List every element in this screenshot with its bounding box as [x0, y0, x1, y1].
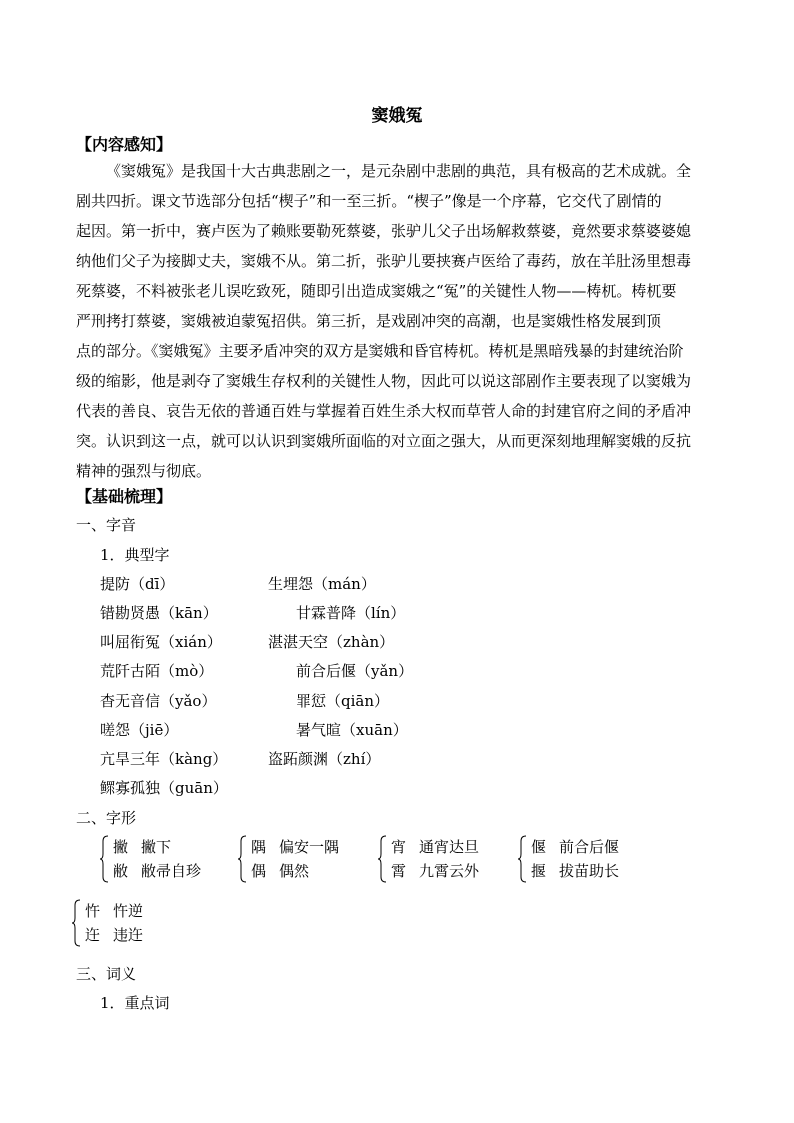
key-words-subtitle: 1．重点词 — [100, 994, 170, 1012]
pronunciation-title: 一、字音 — [76, 516, 137, 534]
character-form-row — [113, 835, 201, 859]
paragraph-line: 死蔡婆，不料被张老儿误吃致死，随即引出造成窦娥之“冤”的关键性人物——梼杌。梼杌要 — [76, 282, 677, 300]
paragraph-line: 起因。第一折中，赛卢医为了赖账要勒死蔡婆，张驴儿父子出场解救蔡婆，竟然要求蔡婆婆媳 — [76, 222, 692, 240]
character-form-row — [391, 835, 479, 859]
form-word: 偶然 — [279, 862, 310, 880]
content-paragraph — [76, 156, 726, 486]
pronunciation-item: 亢旱三年（kàng） — [100, 750, 228, 768]
content-section-heading: 【内容感知】 — [76, 135, 173, 154]
character-form-group — [100, 835, 201, 883]
form-word: 前合后偃 — [559, 838, 620, 856]
pronunciation-item: 提防（dī） — [100, 575, 175, 593]
form-word: 拔苗助长 — [559, 862, 620, 880]
form-char: 撇 — [113, 838, 129, 856]
form-char: 敝 — [113, 862, 129, 880]
form-char: 偶 — [251, 862, 267, 880]
pronunciation-item: 前合后偃（yǎn） — [296, 662, 414, 680]
basics-section-heading: 【基础梳理】 — [76, 487, 173, 506]
form-word: 敝帚自珍 — [141, 862, 202, 880]
pronunciation-item: 嗟怨（jiē） — [100, 721, 179, 739]
form-char: 霄 — [391, 862, 407, 880]
paragraph-line: 严刑拷打蔡婆，窦娥被迫蒙冤招供。第三折，是戏剧冲突的高潮，也是窦娥性格发展到顶 — [76, 312, 662, 330]
paragraph-line: 精神的强烈与彻底。 — [76, 462, 212, 480]
form-word: 违迕 — [113, 926, 144, 944]
character-form-group — [72, 899, 143, 947]
character-form-group — [518, 835, 619, 883]
paragraph-line: 剧共四折。课文节选部分包括“楔子”和一至三折。“楔子”像是一个序幕，它交代了剧情的 — [76, 192, 662, 210]
document-title: 窦娥冤 — [371, 106, 423, 126]
character-form-row — [531, 859, 619, 883]
form-char: 宵 — [391, 838, 407, 856]
brace-icon — [238, 835, 247, 883]
typical-characters-subtitle: 1．典型字 — [100, 546, 170, 564]
character-form-row — [391, 859, 479, 883]
character-form-title: 二、字形 — [76, 809, 137, 827]
form-word: 撇下 — [141, 838, 172, 856]
form-word: 通宵达旦 — [419, 838, 480, 856]
character-form-row — [113, 859, 201, 883]
brace-icon — [378, 835, 387, 883]
form-word: 偏安一隅 — [279, 838, 340, 856]
brace-icon — [100, 835, 109, 883]
form-word: 九霄云外 — [419, 862, 480, 880]
paragraph-line: 点的部分。《窦娥冤》主要矛盾冲突的双方是窦娥和昏官梼杌。梼杌是黑暗残暴的封建统治阶 — [76, 342, 684, 360]
form-char: 忤 — [85, 902, 101, 920]
pronunciation-item: 生埋怨（mán） — [268, 575, 376, 593]
character-form-row — [85, 899, 143, 923]
form-char: 隅 — [251, 838, 267, 856]
form-word: 忤逆 — [113, 902, 144, 920]
character-form-row — [251, 859, 339, 883]
character-form-row — [85, 923, 143, 947]
pronunciation-item: 杳无音信（yǎo） — [100, 692, 217, 710]
form-char: 迕 — [85, 926, 101, 944]
paragraph-line: 《窦娥冤》是我国十大古典悲剧之一，是元杂剧中悲剧的典范，具有极高的艺术成就。全 — [106, 162, 692, 180]
pronunciation-item: 暑气暄（xuān） — [296, 721, 408, 739]
pronunciation-item: 叫屈衔冤（xián） — [100, 633, 222, 651]
word-meaning-title: 三、词义 — [76, 965, 137, 983]
pronunciation-item: 荒阡古陌（mò） — [100, 662, 214, 680]
pronunciation-item: 甘霖普降（lín） — [296, 604, 406, 622]
character-form-group — [238, 835, 339, 883]
paragraph-line: 突。认识到这一点，就可以认识到窦娥所面临的对立面之强大，从而更深刻地理解窦娥的反抗 — [76, 432, 692, 450]
form-char: 揠 — [531, 862, 547, 880]
brace-icon — [72, 899, 81, 947]
character-form-group — [378, 835, 479, 883]
character-form-row — [251, 835, 339, 859]
paragraph-line: 纳他们父子为接脚丈夫，窦娥不从。第二折，张驴儿要挟赛卢医给了毒药，放在羊肚汤里想毒 — [76, 252, 692, 270]
brace-icon — [518, 835, 527, 883]
paragraph-line: 级的缩影，他是剥夺了窦娥生存权利的关键性人物，因此可以说这部剧作主要表现了以窦娥为 — [76, 372, 692, 390]
character-form-row — [531, 835, 619, 859]
pronunciation-item: 鳏寡孤独（guān） — [100, 779, 228, 797]
paragraph-line: 代表的善良、哀告无依的普通百姓与掌握着百姓生杀大权而草菅人命的封建官府之间的矛盾冲 — [76, 402, 692, 420]
form-char: 偃 — [531, 838, 547, 856]
pronunciation-item: 湛湛天空（zhàn） — [268, 633, 395, 651]
pronunciation-item: 罪愆（qiān） — [296, 692, 390, 710]
pronunciation-item: 盗跖颜渊（zhí） — [268, 750, 381, 768]
pronunciation-item: 错勘贤愚（kān） — [100, 604, 218, 622]
